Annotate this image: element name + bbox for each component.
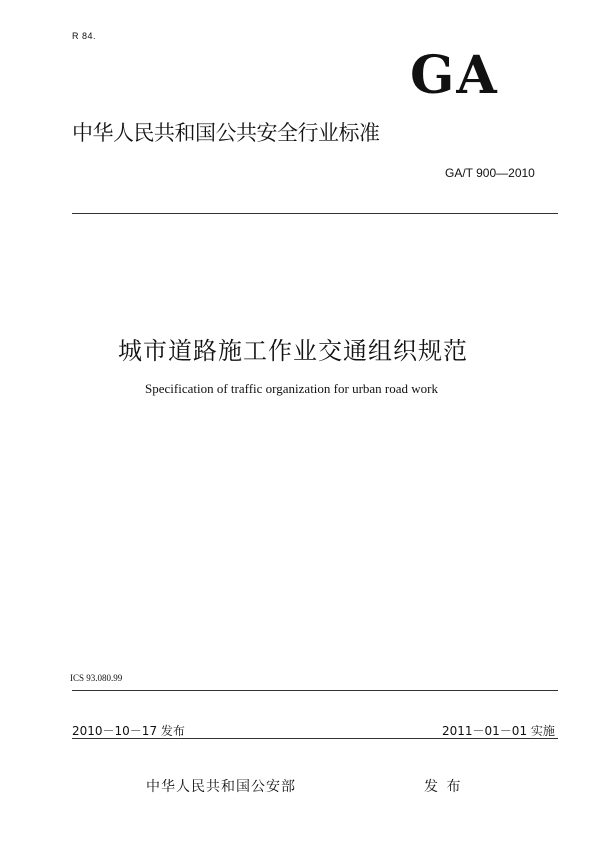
standard-number: GA/T 900—2010 bbox=[445, 166, 535, 180]
issue-date: 2010－10－17 发布 bbox=[72, 724, 185, 738]
implementation-date: 2011－01－01 实施 bbox=[442, 724, 555, 738]
document-title-english: Specification of traffic organization for urban road work bbox=[145, 381, 438, 396]
ga-logo: GA bbox=[410, 45, 499, 106]
document-title-chinese: 城市道路施工作业交通组织规范 bbox=[118, 337, 468, 365]
issuing-authority: 中华人民共和国公安部 bbox=[146, 779, 296, 795]
classification-code: R 84. bbox=[72, 31, 97, 41]
bottom-divider bbox=[72, 738, 558, 739]
middle-divider bbox=[72, 690, 558, 691]
ics-code: ICS 93.080.99 bbox=[70, 673, 123, 683]
standard-name: 中华人民共和国公共安全行业标准 bbox=[72, 121, 380, 145]
issued-label: 发 布 bbox=[424, 779, 463, 795]
top-divider bbox=[72, 213, 558, 214]
